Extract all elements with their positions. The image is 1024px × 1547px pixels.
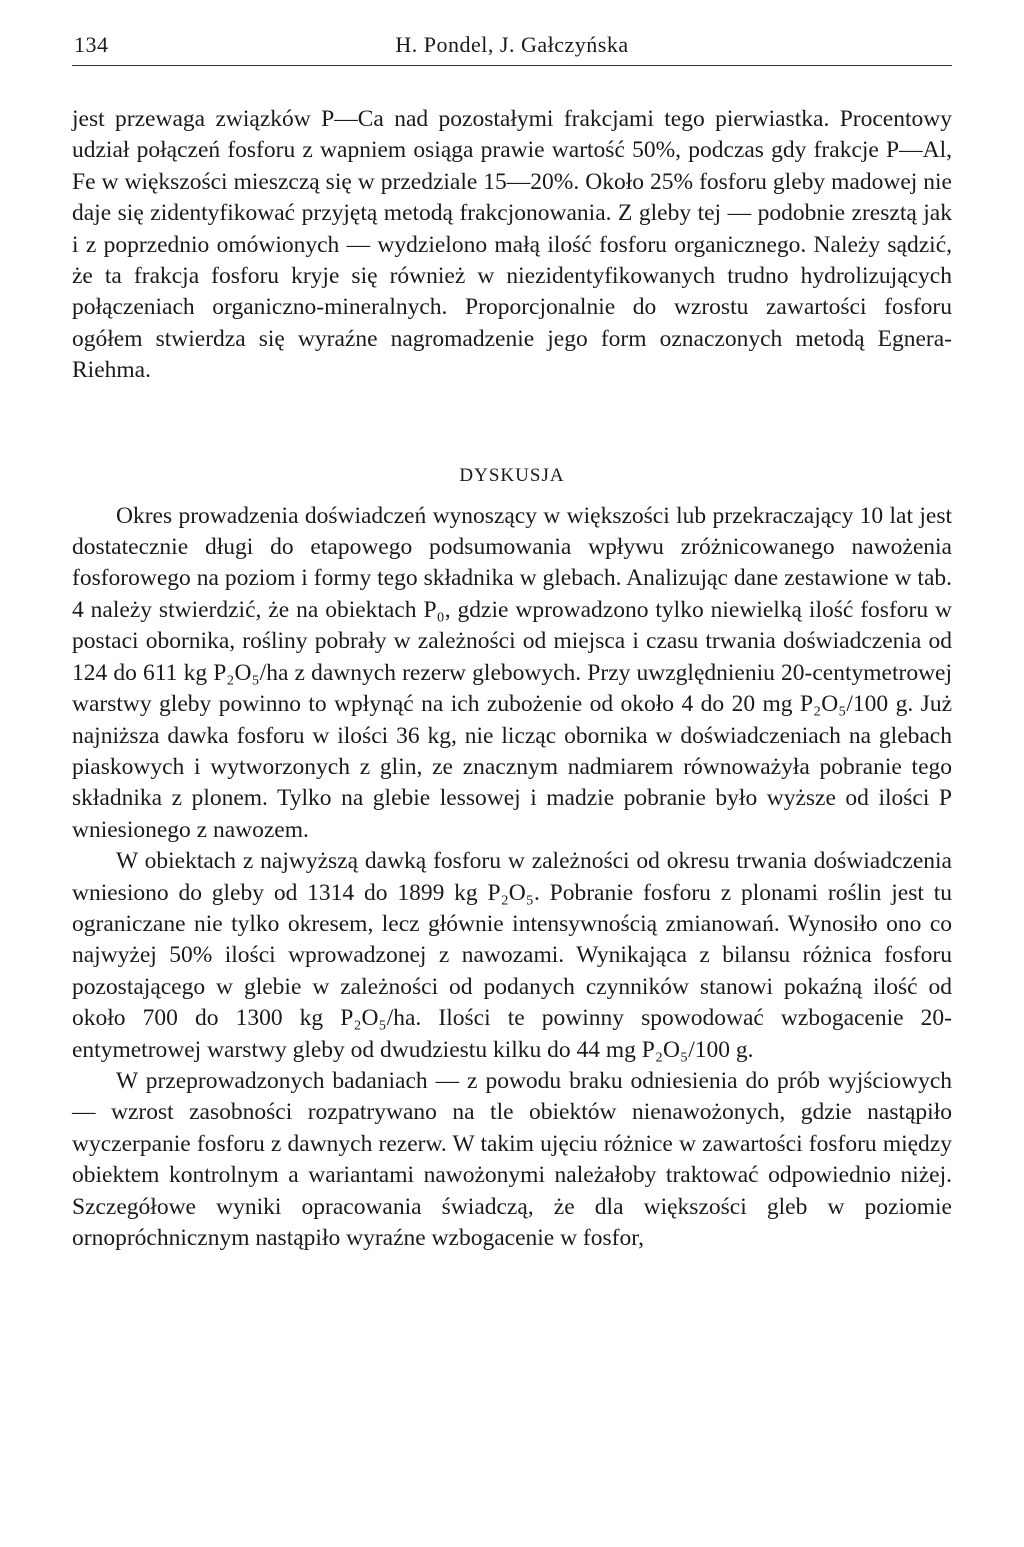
section-heading: DYSKUSJA — [459, 464, 565, 486]
running-header-authors: H. Pondel, J. Gałczyńska — [395, 32, 629, 57]
body-paragraph: W przeprowadzonych badaniach — z powodu braku odniesienia do prób wyjściowych — wzrost zasobności rozpatrywano na tle obiektów nienawożonych, gdzie nastąpiło wyczerpanie fosforu z dawnych rezerw. W takim ujęciu różnice w zawartości fosforu między obiektem kontrolnym a wariantami nawożonymi należałoby traktować odpowiednio niżej. Szczegółowe wyniki opracowania świadczą, że dla większości gleb w poziomie ornopróchnicznym nastąpiło wyraźne wzbogacenie w fosfor, — [72, 1067, 952, 1251]
body-paragraph: W obiektach z najwyższą dawką fosforu w zależności od okresu trwania doświadczenia wniesiono do gleby od 1314 do 1899 kg P₂O₅. Pobranie fosforu z plonami roślin jest tu ograniczane nie tylko okresem, lecz głównie intensywnością zmianowań. Wynosiło ono co najwyżej 50% ilości wprowadzonej z nawozami. Wynikająca z bilansu różnica fosforu pozostającego w glebie w zależności od podanych czynników stanowi pokaźną ilość od około 700 do 1300 kg P₂O₅/ha. Ilości te powinny spowodować wzbogacenie 20-entymetrowej warstwy gleby od dwudziestu kilku do 44 mg P₂O₅/100 g. — [72, 848, 952, 1063]
running-header — [72, 28, 952, 62]
body-paragraph: Okres prowadzenia doświadczeń wynoszący w większości lub przekraczający 10 lat jest dostatecznie długi do etapowego podsumowania wpływu zróżnicowanego nawożenia fosforowego na poziom i formy tego składnika w glebach. Analizując dane zestawione w tab. 4 należy stwierdzić, że na obiektach P₀, gdzie wprowadzono tylko niewielką ilość fosforu w postaci obornika, rośliny pobrały w zależności od miejsca i czasu trwania doświadczenia od 124 do 611 kg P₂O₅/ha z dawnych rezerw glebowych. Przy uwzględnieniu 20-centymetrowej warstwy gleby powinno to wpłynąć na ich zubożenie od około 4 do 20 mg P₂O₅/100 g. Już najniższa dawka fosforu w ilości 36 kg, nie licząc obornika w doświadczeniach na glebach piaskowych i wytworzonych z glin, ze znacznym nadmiarem równoważyła pobranie tego składnika z plonem. Tylko na glebie lessowej i madzie pobranie było wyższe od ilości P wniesionego z nawozem. — [72, 502, 952, 843]
page-number: 134 — [74, 32, 109, 57]
header-rule — [72, 65, 952, 66]
document-page — [72, 28, 952, 1254]
body-paragraph: jest przewaga związków P—Ca nad pozostałymi frakcjami tego pierwiastka. Procentowy udział połączeń fosforu z wapniem osiąga prawie wartość 50%, podczas gdy frakcje P—Al, Fe w większości mieszczą się w przedziale 15—20%. Około 25% fosforu gleby madowej nie daje się zidentyfikować przyjętą metodą frakcjonowania. Z gleby tej — podobnie zresztą jak i z poprzednio omówionych — wydzielono małą ilość fosforu organicznego. Należy sądzić, że ta frakcja fosforu kryje się również w niezidentyfikowanych trudno hydrolizujących połączeniach organiczno-mineralnych. Proporcjonalnie do wzrostu zawartości fosforu ogółem stwierdza się wyraźne nagromadzenie jego form oznaczonych metodą Egnera-Riehma. — [72, 106, 952, 384]
